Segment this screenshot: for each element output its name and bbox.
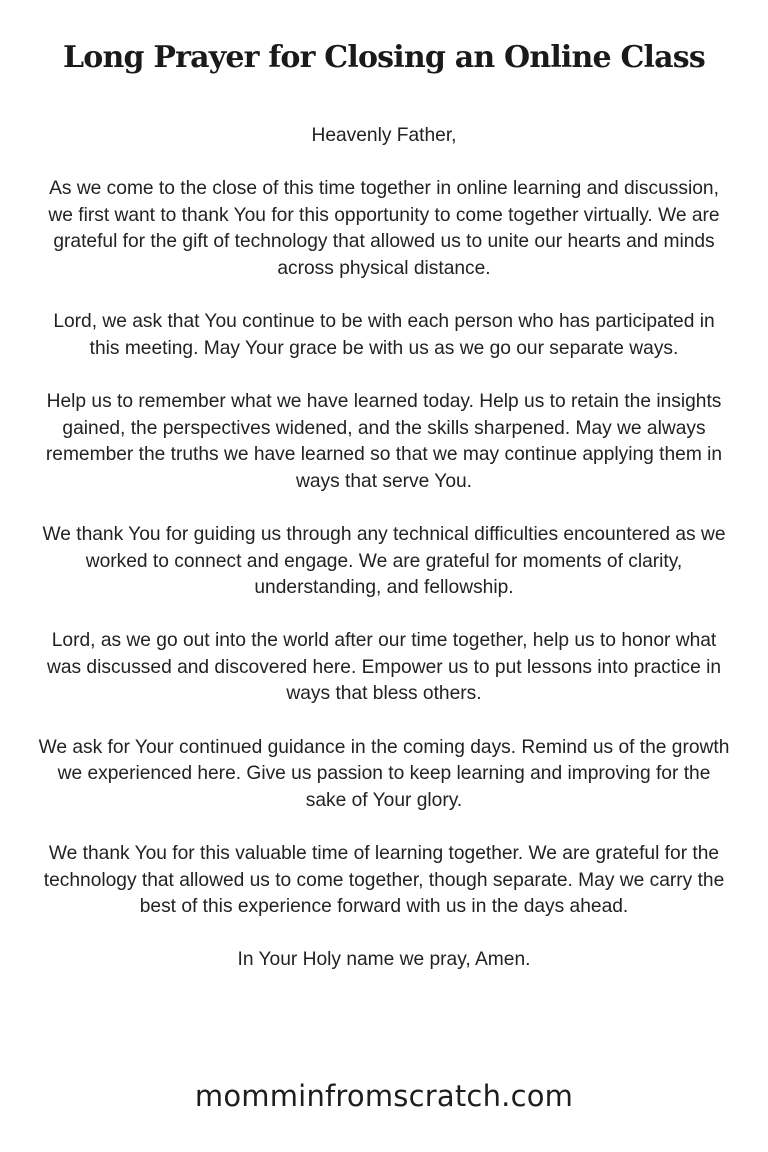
footer-website: momminfromscratch.com bbox=[194, 1079, 574, 1113]
prayer-paragraph-1: As we come to the close of this time together in online learning and discussion, we first want to thank You for this opportunity to come together virtually. We are grateful for the gift of technology that allowed us to unite our hearts and minds across physical distance. bbox=[48, 178, 720, 279]
salutation: Heavenly Father, bbox=[311, 125, 457, 146]
prayer-paragraph-3: Help us to remember what we have learned today. Help us to retain the insights gained, the perspectives widened, and the skills sharpened. May we always remember the truths we have learned so that we may continue applying them in ways that serve You. bbox=[45, 390, 723, 492]
prayer-paragraph-4: We thank You for guiding us through any technical difficulties encountered as we worked to connect and engage. We are grateful for moments of clarity, understanding, and fellowship. bbox=[42, 523, 726, 599]
prayer-paragraph-6: We ask for Your continued guidance in the coming days. Remind us of the growth we experienced here. Give us passion to keep learning and improving for the sake of Your glory. bbox=[38, 736, 730, 811]
closing-line: In Your Holy name we pray, Amen. bbox=[237, 949, 531, 971]
prayer-body bbox=[36, 123, 732, 1001]
prayer-paragraph-5: Lord, as we go out into the world after our time together, help us to honor what was discussed and discovered here. Empower us to put lessons into practice in ways that bless others. bbox=[46, 630, 722, 705]
prayer-paragraph-7: We thank You for this valuable time of learning together. We are grateful for the technology that allowed us to come together, though separate. May we carry the best of this experience forward with us in the days ahead. bbox=[43, 843, 725, 918]
prayer-paragraph-2: Lord, we ask that You continue to be with each person who has participated in this meeting. May Your grace be with us as we go our separate ways. bbox=[53, 311, 715, 359]
page-title: Long Prayer for Closing an Online Class bbox=[63, 40, 705, 75]
